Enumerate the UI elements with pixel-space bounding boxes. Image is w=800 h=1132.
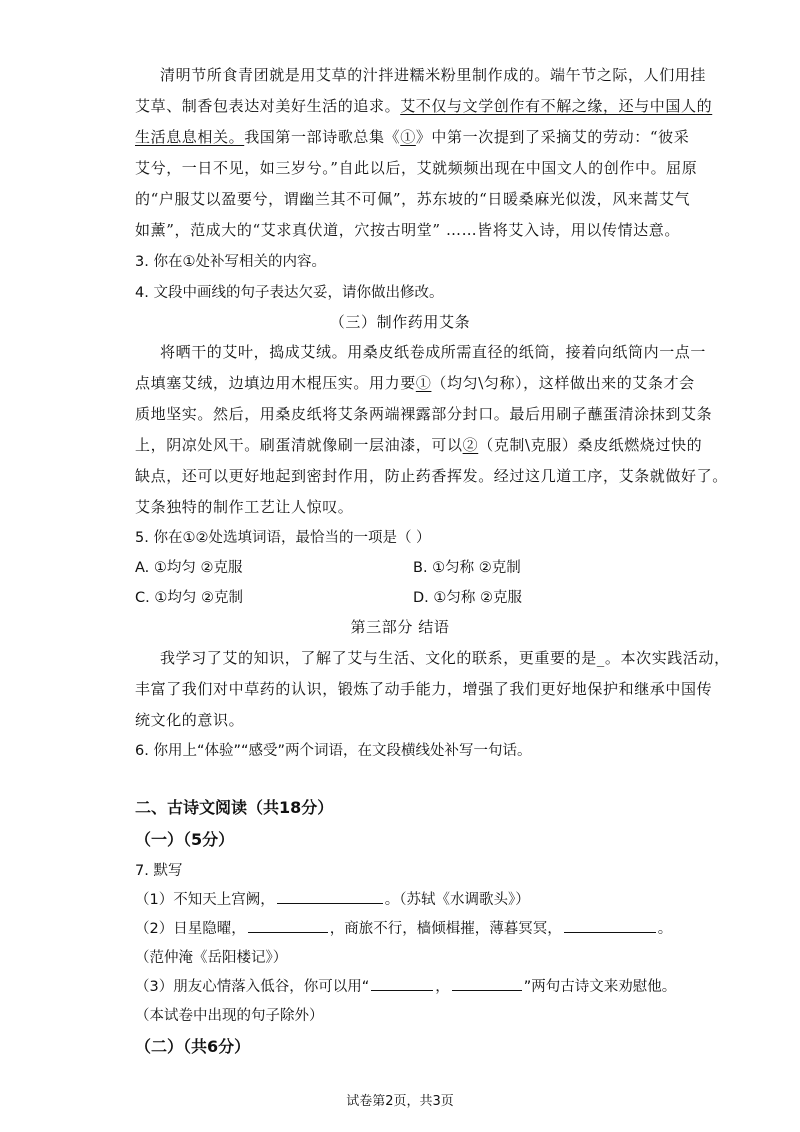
passage1-line3-text-a: 我国第一部诗歌总集《 [244, 128, 401, 146]
option-B[interactable]: B. ①匀称 ②克制 [413, 560, 521, 576]
passage1-line6: 如薰”，范成大的“艾求真伏道，穴按古明堂” ……皆将艾入诗，用以传情达意。 [135, 221, 680, 239]
passage2-line2 [135, 372, 695, 393]
question-7-item2 [135, 917, 672, 938]
q7-item2-post: 。 [657, 921, 673, 937]
passage1-line2-text: 艾草、制香包表达对美好生活的追求。 [135, 97, 401, 115]
underlined-sentence-part2: 生活息息相关。 [135, 128, 245, 146]
passage2-line3: 质地坚实。然后，用桑皮纸将艾条两端裸露部分封口。最后用刷子蘸蛋清涂抹到艾条 [135, 405, 713, 423]
passage2-line4-post: （克制\克服）桑皮纸燃烧过快的 [478, 436, 703, 454]
section2-title: 二、古诗文阅读（共18分） [135, 798, 334, 817]
q7-item3-pre: （3）朋友心情落入低谷，你可以用“ [135, 979, 370, 995]
blank-marker-1: ① [400, 128, 416, 146]
passage3-line2: 丰富了我们对中草药的认识，锻炼了动手能力，增强了我们更好地保护和继承中国传 [135, 680, 713, 698]
passage2-line5: 缺点，还可以更好地起到密封作用，防止药香挥发。经过这几道工序，艾条就做好了。 [135, 467, 728, 485]
q7-item3-mid: ， [435, 979, 450, 995]
question-4: 4. 文段中画线的句子表达欠妥，请你做出修改。 [135, 285, 444, 301]
answer-blank-2[interactable] [248, 918, 328, 933]
answer-blank-5[interactable] [452, 976, 522, 991]
section3-title: （三）制作药用艾条 [329, 313, 471, 331]
passage1-line3 [135, 126, 689, 147]
blank-marker-1b: ① [415, 374, 432, 392]
passage1-line3-text-b: 》中第一次提到了采摘艾的劳动：“彼采 [415, 128, 690, 146]
passage2-line1: 将晒干的艾叶，捣成艾绒。用桑皮纸卷成所需直径的纸筒，接着向纸筒内一点一 [160, 343, 707, 361]
question-7-item1 [135, 888, 530, 909]
question-5-stem: 5. 你在①②处选填词语，最恰当的一项是（ ） [135, 530, 431, 546]
passage3-line3: 统文化的意识。 [135, 711, 245, 729]
option-D[interactable]: D. ①匀称 ②克服 [413, 590, 522, 606]
passage1-line2 [135, 95, 712, 116]
q7-item2-pre: （2）日星隐曜， [135, 921, 246, 937]
blank-marker-2: ② [462, 436, 479, 454]
passage2-line2-text: 点填塞艾绒，边填边用木棍压实。用力要 [135, 374, 416, 392]
question-6: 6. 你用上“体验”“感受”两个词语，在文段横线处补写一句话。 [135, 743, 532, 759]
passage1-line5: 的“户服艾以盈要兮，谓幽兰其不可佩”，苏东坡的“日暖桑麻光似泼，风来蒿艾气 [135, 190, 691, 208]
passage2-line4-text: 上，阴凉处风干。刷蛋清就像刷一层油漆，可以 [135, 436, 463, 454]
sub1-title: （一）（5分） [135, 830, 235, 849]
answer-blank-3[interactable] [564, 918, 656, 933]
passage3-line1: 我学习了艾的知识，了解了艾与生活、文化的联系，更重要的是_。本次实践活动， [160, 649, 730, 667]
answer-blank-1[interactable] [277, 889, 383, 904]
part3-title: 第三部分 结语 [350, 618, 450, 636]
passage1-line1: 清明节所食青团就是用艾草的汁拌进糯米粉里制作成的。端午节之际，人们用挂 [160, 66, 707, 84]
answer-blank-4[interactable] [371, 976, 433, 991]
sub2-title: （二）（共6分） [135, 1037, 251, 1056]
q7-item1-post: 。（苏轼《水调歌头》） [384, 892, 530, 908]
question-3: 3. 你在①处补写相关的内容。 [135, 254, 326, 270]
question-7-item3 [135, 975, 676, 996]
option-A[interactable]: A. ①均匀 ②克服 [135, 560, 243, 576]
option-C[interactable]: C. ①均匀 ②克制 [135, 590, 243, 606]
passage1-line4: 艾兮，一日不见，如三岁兮。”自此以后，艾就频频出现在中国文人的创作中。屈原 [135, 159, 698, 177]
question-7-item2-source: （范仲淹《岳阳楼记》） [135, 950, 288, 966]
q7-item2-mid: ，商旅不行，樯倾楫摧，薄暮冥冥， [329, 921, 562, 937]
passage2-line2-post: （均匀\匀称），这样做出来的艾条才会 [431, 374, 695, 392]
underlined-sentence-part1: 艾不仅与文学创作有不解之缘，还与中国人的 [400, 97, 713, 115]
passage2-line4 [135, 434, 702, 455]
question-7-title: 7. 默写 [135, 863, 183, 879]
passage2-line6: 艾条独特的制作工艺让人惊叹。 [135, 498, 354, 516]
question-7-item3-note: （本试卷中出现的句子除外） [135, 1008, 324, 1024]
page-footer: 试卷第2页，共3页 [346, 1094, 454, 1109]
q7-item3-post: ”两句古诗文来劝慰他。 [523, 979, 677, 995]
q7-item1-pre: （1）不知天上宫阙， [135, 892, 275, 908]
